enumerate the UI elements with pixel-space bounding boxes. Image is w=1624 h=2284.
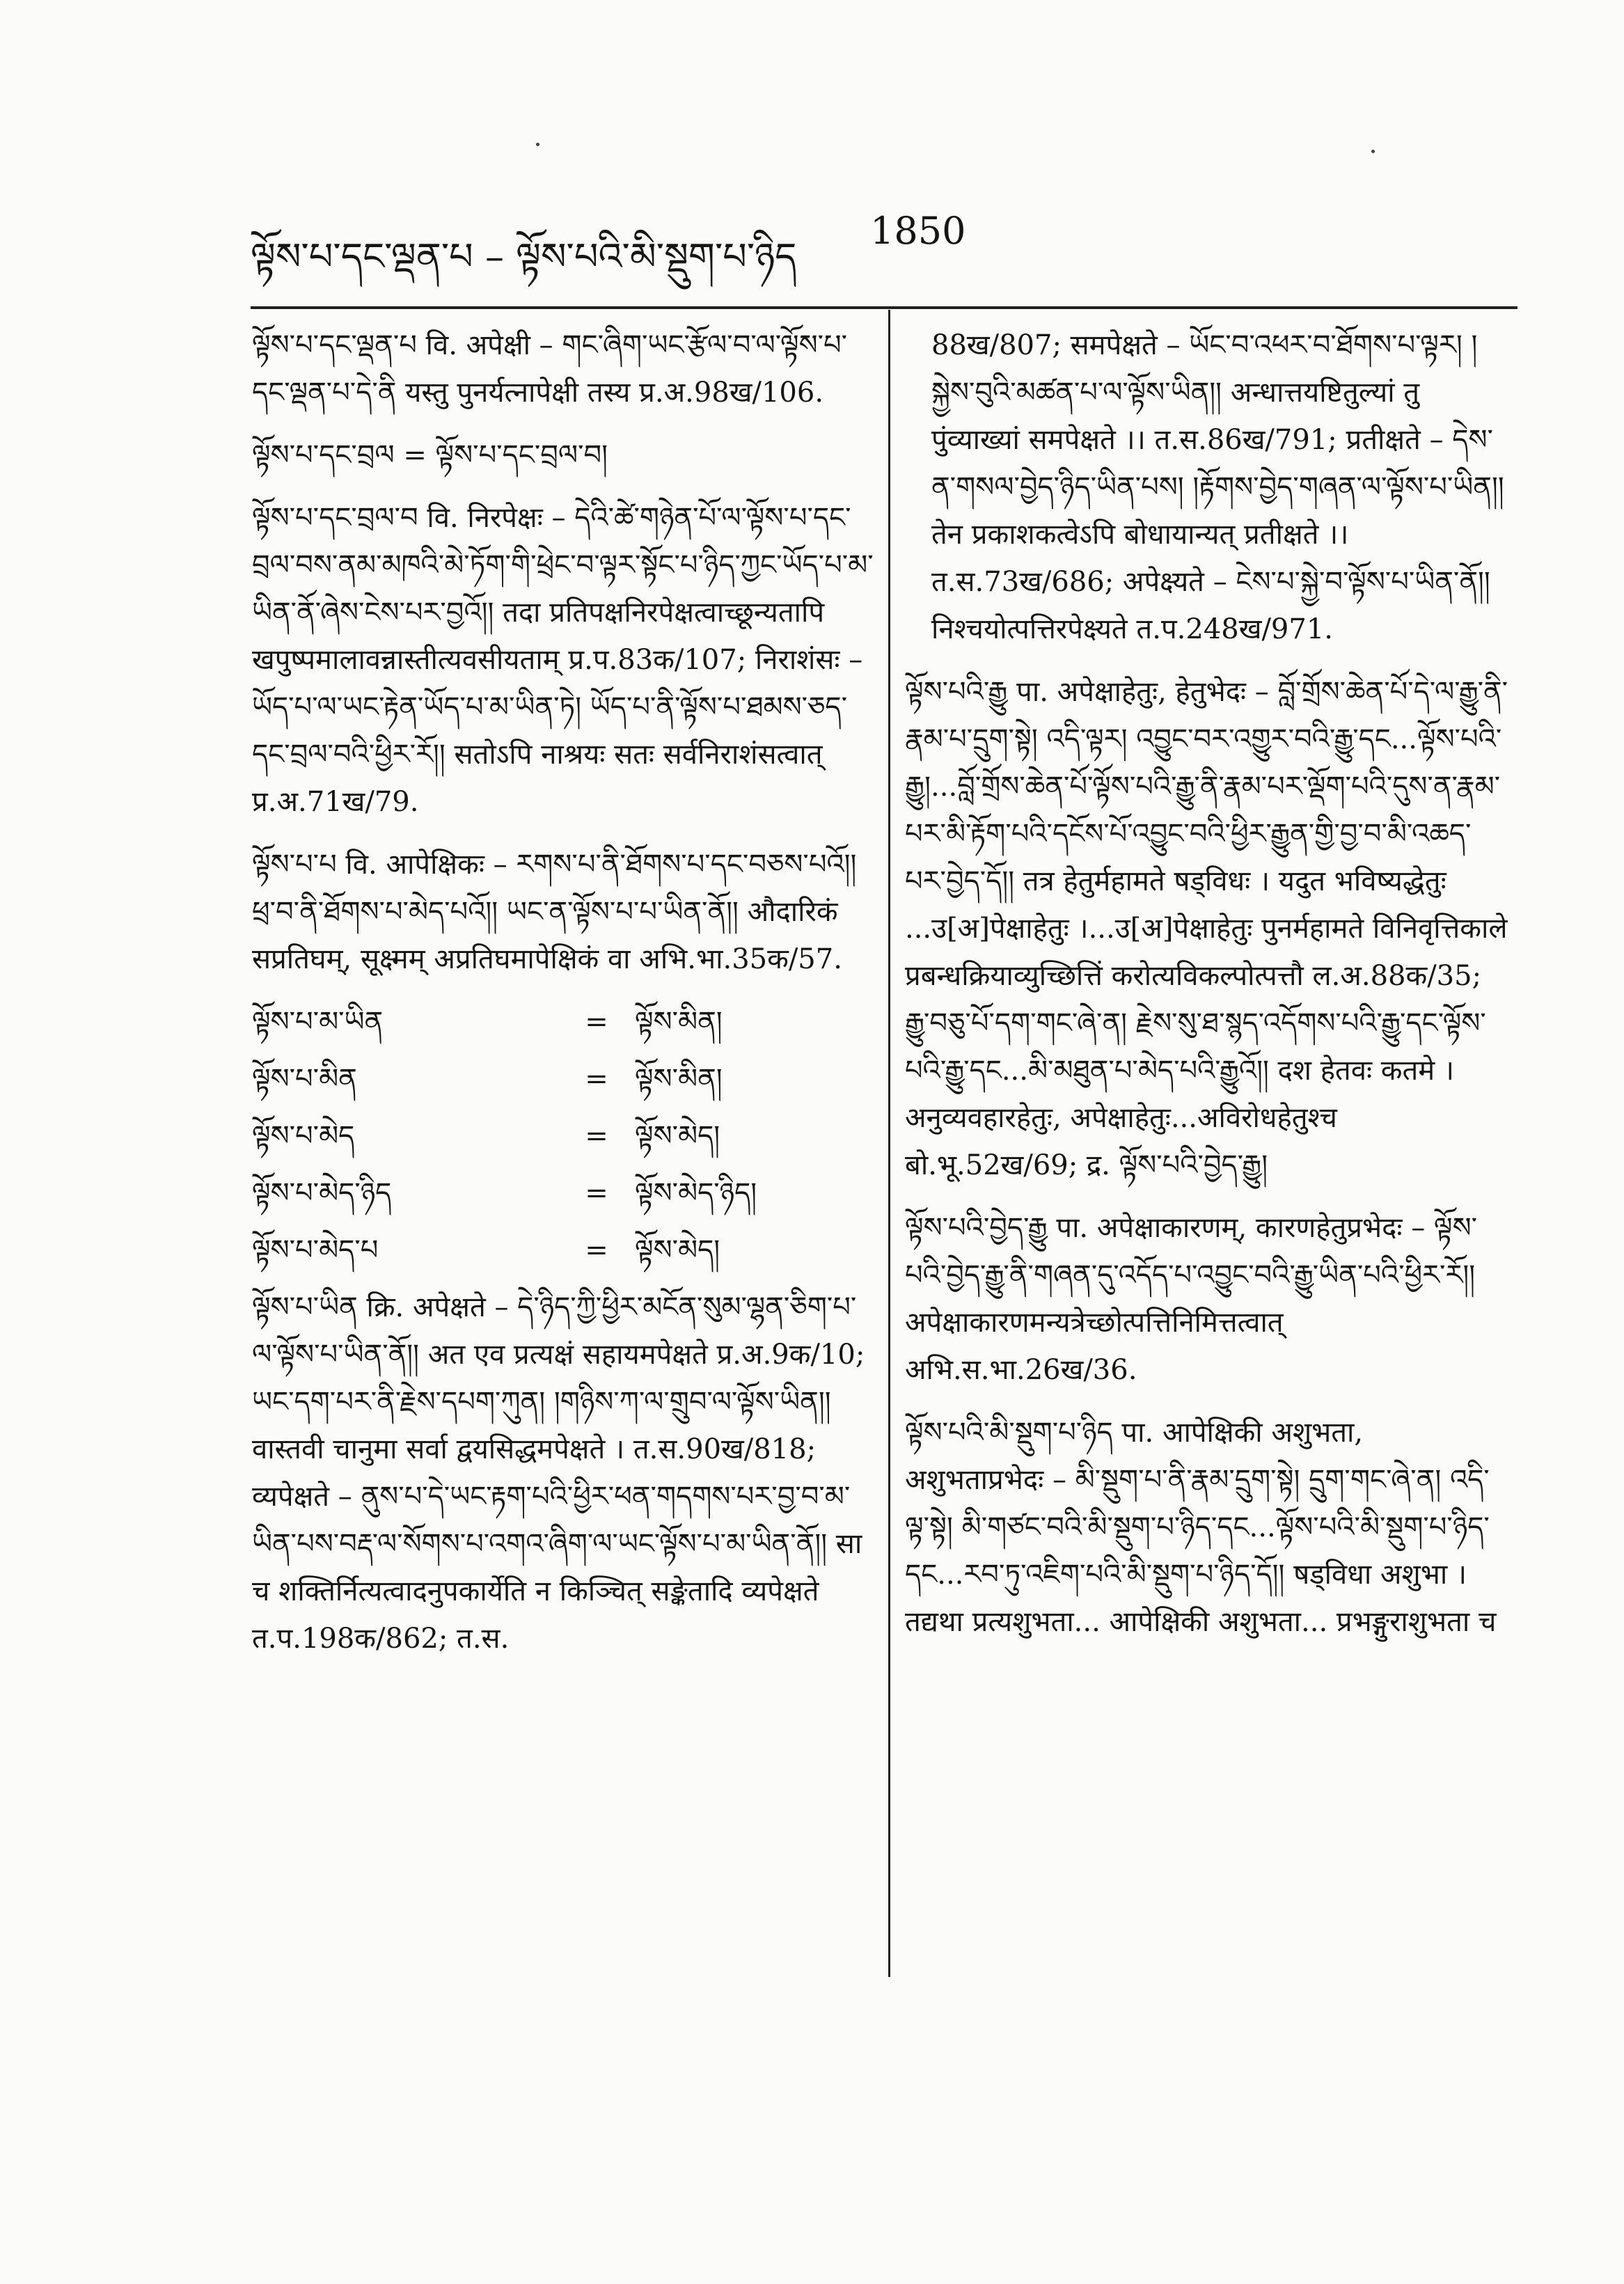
cross-reference-term: ལྟོས་པ་མེད — [252, 1120, 355, 1152]
dictionary-entry: ལྟོས་པའི་བྱེད་རྒྱུ पा. अपेक्षाकारणम्, कारणहेतुप्रभेदः – ལྟོས་པའི་བྱེད་རྒྱུ་ནི་གཞན་དུ་འདོད་པ་འབྱུང་བའི་རྒྱུ་ཡིན་པའི་ཕྱིར་རོ།། अपेक्षाकारणमन्यत्रेच्छोत्पत्तिनिमित्तत्वात् अभि.स.भा.26ख/36. — [905, 1212, 1477, 1386]
left-column — [252, 322, 875, 1678]
scan-speck — [1371, 150, 1375, 153]
right-column — [905, 322, 1511, 1661]
cross-reference-target: ལྟོས་མེད་ཉིད། — [635, 1177, 757, 1209]
dictionary-entry: ལྟོས་པའི་མི་སྡུག་པ་ཉིད पा. आपेक्षिकी अशुभता, अशुभताप्रभेदः – མི་སྡུག་པ་ནི་རྣམ་དྲུག་སྟེ། དྲུག་གང་ཞེ་ན། འདི་ལྟ་སྟེ། མི་གཙང་བའི་མི་སྡུག་པ་ཉིད་དང...ལྟོས་པའི་མི་སྡུག་པ་ཉིད་དང...རབ་ཏུ་འཇིག་པའི་མི་སྡུག་པ་ཉིད་དོ།། षड्विधा अशुभा । तद्यथा प्रत्यशुभता... आपेक्षिकी अशुभता... प्रभङ्गुराशुभता च — [905, 1417, 1497, 1638]
cross-reference-entry — [252, 1169, 875, 1217]
column-divider — [888, 310, 890, 1977]
dictionary-entry: ལྟོས་པའི་རྒྱུ पा. अपेक्षाहेतुः, हेतुभेदः – བློ་གྲོས་ཆེན་པོ་དེ་ལ་རྒྱུ་ནི་རྣམ་པ་དྲུག་སྟེ། འདི་ལྟར། འབྱུང་བར་འགྱུར་བའི་རྒྱུ་དང...ལྟོས་པའི་རྒྱུ།...བློ་གྲོས་ཆེན་པོ་ལྟོས་པའི་རྒྱུ་ནི་རྣམ་པར་ལྡོག་པའི་དུས་ན་རྣམ་པར་མི་རྟོག་པའི་དངོས་པོ་འབྱུང་བའི་ཕྱིར་རྒྱུན་གྱི་བྱ་བ་མི་འཆད་པར་བྱེད་དོ།། तत्र हेतुर्महामते षड्विधः । यदुत भविष्यद्धेतुः ...उ[अ]पेक्षाहेतुः ।...उ[अ]पेक्षाहेतुः पुनर्महामते विनिवृत्तिकाले प्रबन्धक्रियाव्युच्छित्तिं करोत्यविकल्पोत्पत्तौ ल.अ.88क/35; རྒྱུ་བཅུ་པོ་དག་གང་ཞེ་ན། རྗེས་སུ་ཐ་སྙད་འདོགས་པའི་རྒྱུ་དང་ལྟོས་པའི་རྒྱུ་དང...མི་མཐུན་པ་མེད་པའི་རྒྱུའོ།། दश हेतवः कतमे । अनुव्यवहारहेतुः, अपेक्षाहेतुः...अविरोधहेतुश्च बो.भू.52ख/69; द्र. ལྟོས་པའི་བྱེད་རྒྱུ། — [905, 676, 1508, 1181]
equals-sign: = — [585, 1063, 608, 1095]
cross-reference-entry — [252, 1112, 875, 1160]
cross-reference-entry — [252, 998, 875, 1046]
cross-reference-entry — [252, 1227, 875, 1274]
cross-reference-term: ལྟོས་པ་མེད་ཉིད — [252, 1177, 392, 1209]
dictionary-entry: ལྟོས་པ་དང་བྲལ = ལྟོས་པ་དང་བྲལ་བ། — [252, 439, 608, 471]
header-rule — [251, 306, 1517, 309]
dictionary-entry: 88ख/807; समपेक्षते – ཡོང་བ་འཕར་བ་ཐོགས་པ་ལྟར། །སྐྱེས་བུའི་མཚན་པ་ལ་ལྟོས་ཡིན།། अन्धात्तयष्टितुल्यां तु पुंव्याख्यां समपेक्षते ।। त.स.86ख/791; प्रतीक्षते – དེས་ན་གསལ་བྱེད་ཉིད་ཡིན་པས། །རྟོགས་བྱེད་གཞན་ལ་ལྟོས་པ་ཡིན།། तेन प्रकाशकत्वेऽपि बोधायान्यत् प्रतीक्षते ।। त.स.73ख/686; अपेक्ष्यते – ངེས་པ་སྐྱེ་བ་ལྟོས་པ་ཡིན་ནོ།། निश्चयोत्पत्तिरपेक्ष्यते त.प.248ख/971. — [931, 329, 1504, 645]
equals-sign: = — [585, 1234, 608, 1266]
cross-reference-target: ལྟོས་མེད། — [635, 1234, 720, 1266]
page-header — [251, 209, 1504, 278]
cross-reference-target: ལྟོས་མིན། — [635, 1006, 723, 1038]
dictionary-entry: ལྟོས་པ་པ वि. आपेक्षिकः – རགས་པ་ནི་ཐོགས་པ་དང་བཅས་པའོ།། ཕྲ་བ་ནི་ཐོགས་པ་མེད་པའོ།། ཡང་ན་ལྟོས་པ་པ་ཡིན་ནོ།། औदारिकं सप्रतिघम्, सूक्ष्मम् अप्रतिघमापेक्षिकं वा अभि.भा.35क/57. — [252, 849, 857, 975]
cross-reference-target: ལྟོས་མིན། — [635, 1063, 723, 1095]
cross-reference-term: ལྟོས་པ་མིན — [252, 1063, 357, 1095]
cross-reference-term: ལྟོས་པ་མ་ཡིན — [252, 1006, 384, 1038]
header-title: ལྟོས་པ་དང་ལྡན་པ – ལྟོས་པའི་མི་སྡུག་པ་ཉིད — [251, 235, 797, 278]
equals-sign: = — [585, 1006, 608, 1038]
equals-sign: = — [585, 1120, 608, 1152]
cross-reference-term: ལྟོས་པ་མེད་པ — [252, 1234, 379, 1266]
dictionary-entry: ལྟོས་པ་དང་ལྡན་པ वि. अपेक्षी – གང་ཞིག་ཡང་རྩོལ་བ་ལ་ལྟོས་པ་དང་ལྡན་པ་དེ་ནི यस्तु पुनर्यत्नापेक्षी तस्य प्र.अ.98ख/106. — [252, 329, 848, 409]
dictionary-entry: ལྟོས་པ་ཡིན क्रि. अपेक्षते – དེ་ཉིད་ཀྱི་ཕྱིར་མངོན་སུམ་ལྷན་ཅིག་པ་ལ་ལྟོས་པ་ཡིན་ནོ།། अत एव प्रत्यक्षं सहायमपेक्षते प्र.अ.9क/10; ཡང་དག་པར་ནི་རྗེས་དཔག་ཀུན། །གཉིས་ཀ་ལ་གྲུབ་ལ་ལྟོས་ཡིན།། वास्तवी चानुमा सर्वा द्वयसिद्धमपेक्षते । त.स.90ख/818; व्यपेक्षते – ནུས་པ་དེ་ཡང་རྟག་པའི་ཕྱིར་ཕན་གདགས་པར་བྱ་བ་མ་ཡིན་པས་བརྡ་ལ་སོགས་པ་འགའ་ཞིག་ལ་ཡང་ལྟོས་པ་མ་ཡིན་ནོ།། सा च शक्तिर्नित्यत्वादनुपकार्येति न किञ्चित् सङ्केतादि व्यपेक्षते त.प.198क/862; त.स. — [252, 1291, 865, 1655]
scan-speck — [536, 143, 539, 146]
page-number: 1850 — [870, 209, 966, 253]
dictionary-entry: ལྟོས་པ་དང་བྲལ་བ वि. निरपेक्षः – དེའི་ཚེ་གཉེན་པོ་ལ་ལྟོས་པ་དང་བྲལ་བས་ནམ་མཁའི་མེ་ཏོག་གི་ཕྲེང་བ་ལྟར་སྟོང་པ་ཉིད་ཀྱང་ཡོད་པ་མ་ཡིན་ནོ་ཞེས་ངེས་པར་བྱའོ།། तदा प्रतिपक्षनिरपेक्षत्वाच्छून्यतापि खपुष्पमालावन्नास्तीत्यवसीयताम् प्र.प.83क/107; निराशंसः – ཡོད་པ་ལ་ཡང་རྟེན་ཡོད་པ་མ་ཡིན་ཏེ། ཡོད་པ་ནི་ལྟོས་པ་ཐམས་ཅད་དང་བྲལ་བའི་ཕྱིར་རོ།། सतोऽपि नाश्रयः सतः सर्वनिराशंसत्वात् प्र.अ.71ख/79. — [252, 502, 874, 818]
cross-reference-target: ལྟོས་མེད། — [635, 1120, 720, 1152]
equals-sign: = — [585, 1177, 608, 1209]
cross-reference-entry — [252, 1055, 875, 1103]
